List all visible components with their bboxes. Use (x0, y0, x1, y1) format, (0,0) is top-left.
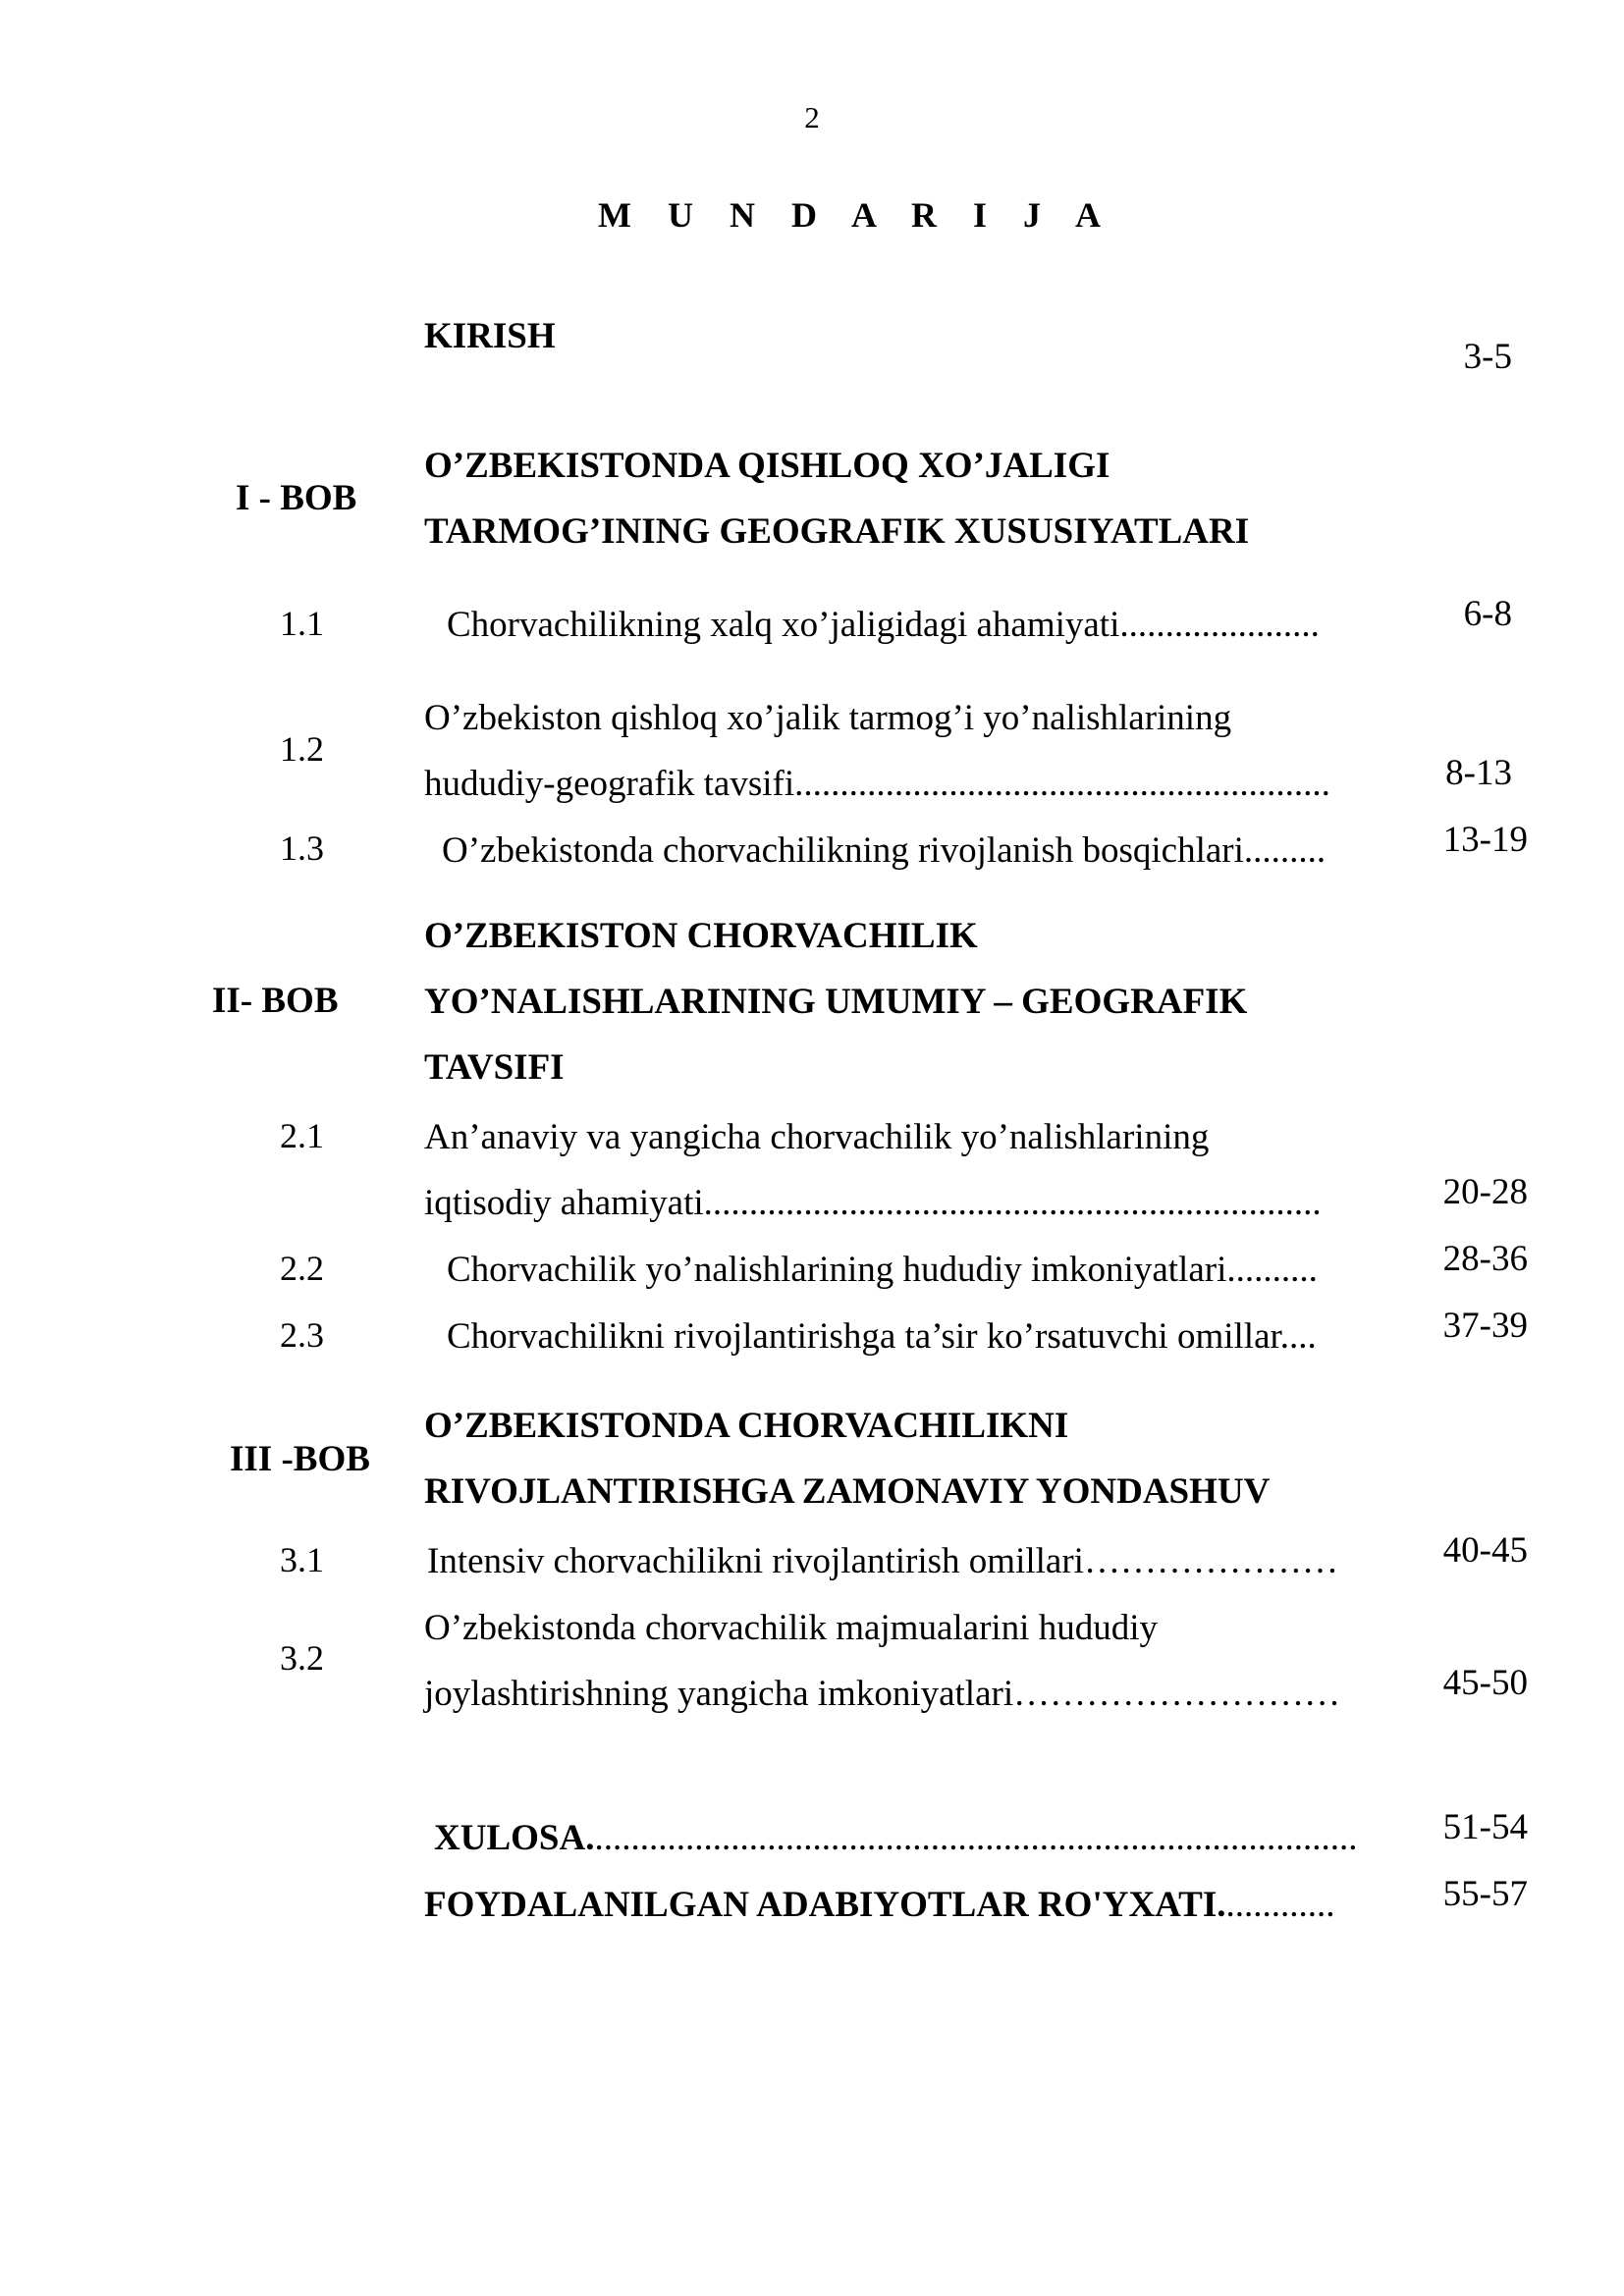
chapter-3-heading-line1: O’ZBEKISTONDA CHORVACHILIKNI (424, 1406, 1069, 1446)
chapter-1-heading-line2: TARMOG’INING GEOGRAFIK XUSUSIYATLARI (424, 511, 1250, 552)
section-2-2-title: Chorvachilik yo’nalishlarining hududiy imkoniyatlari.......... (447, 1250, 1318, 1290)
section-1-3-number: 1.3 (280, 828, 324, 868)
xulosa-dots: .................................................................................... (594, 1818, 1358, 1858)
section-1-3-title: O’zbekistonda chorvachilikning rivojlanish bosqichlari......... (442, 830, 1326, 871)
section-2-1-pages: 20-28 (1442, 1172, 1528, 1212)
xulosa-label: XULOSA. (434, 1818, 595, 1858)
xulosa-entry (434, 1806, 1357, 1871)
chapter-2-heading-line3: TAVSIFI (424, 1047, 565, 1088)
section-2-2-pages: 28-36 (1442, 1239, 1528, 1279)
chapter-2-heading-line1: O’ZBEKISTON CHORVACHILIK (424, 916, 978, 956)
section-1-2-title-line1: O’zbekiston qishloq xo’jalik tarmog’i yo’nalishlarining (424, 698, 1232, 738)
chapter-2-heading-line2: YO’NALISHLARINING UMUMIY – GEOGRAFIK (424, 982, 1248, 1022)
section-3-1-number: 3.1 (280, 1540, 324, 1579)
chapter-1-heading-line1: O’ZBEKISTONDA QISHLOQ XO’JALIGI (424, 446, 1110, 486)
references-pages: 55-57 (1442, 1874, 1528, 1914)
page-number: 2 (804, 100, 820, 134)
section-1-3-pages: 13-19 (1442, 820, 1528, 860)
section-3-1-pages: 40-45 (1442, 1530, 1528, 1571)
kirish-pages: 3-5 (1463, 337, 1512, 377)
chapter-3-heading-line2: RIVOJLANTIRISHGA ZAMONAVIY YONDASHUV (424, 1471, 1271, 1512)
section-2-3-number: 2.3 (280, 1315, 324, 1355)
section-1-2-title-line2: hududiy-geografik tavsifi........................................................... (424, 764, 1330, 804)
section-1-2-pages: 8-13 (1445, 753, 1512, 793)
kirish-label: KIRISH (424, 316, 556, 356)
xulosa-pages: 51-54 (1442, 1807, 1528, 1847)
section-1-1-number: 1.1 (280, 604, 324, 643)
section-3-2-number: 3.2 (280, 1638, 324, 1678)
references-entry (424, 1873, 1334, 1938)
chapter-1-label: I - BOB (236, 478, 357, 518)
section-3-2-title-line1: O’zbekistonda chorvachilik majmualarini hududiy (424, 1608, 1158, 1648)
section-2-1-title-line1: An’anaviy va yangicha chorvachilik yo’nalishlarining (424, 1117, 1210, 1157)
section-3-2-title-line2: joylashtirishning yangicha imkoniyatlari……………………… (424, 1674, 1341, 1714)
section-2-1-title-line2: iqtisodiy ahamiyati.................................................................... (424, 1183, 1322, 1223)
section-2-2-number: 2.2 (280, 1249, 324, 1288)
section-1-1-pages: 6-8 (1463, 594, 1512, 634)
section-2-3-title: Chorvachilikni rivojlantirishga ta’sir ko’rsatuvchi omillar.... (447, 1316, 1317, 1357)
references-label: FOYDALANILGAN ADABIYOTLAR RO'YXATI. (424, 1885, 1226, 1925)
page-title: M U N D A R I J A (597, 195, 1115, 235)
section-2-1-number: 2.1 (280, 1116, 324, 1155)
references-dots: ............ (1225, 1885, 1335, 1925)
section-3-2-pages: 45-50 (1442, 1663, 1528, 1703)
section-1-1-title: Chorvachilikning xalq xo’jaligidagi ahamiyati...................... (447, 605, 1320, 645)
section-1-2-number: 1.2 (280, 729, 324, 769)
section-3-1-title: Intensiv chorvachilikni rivojlantirish omillari………………… (427, 1541, 1338, 1581)
section-2-3-pages: 37-39 (1442, 1306, 1528, 1346)
chapter-3-label: III -BOB (230, 1439, 370, 1479)
chapter-2-label: II- BOB (212, 981, 339, 1021)
